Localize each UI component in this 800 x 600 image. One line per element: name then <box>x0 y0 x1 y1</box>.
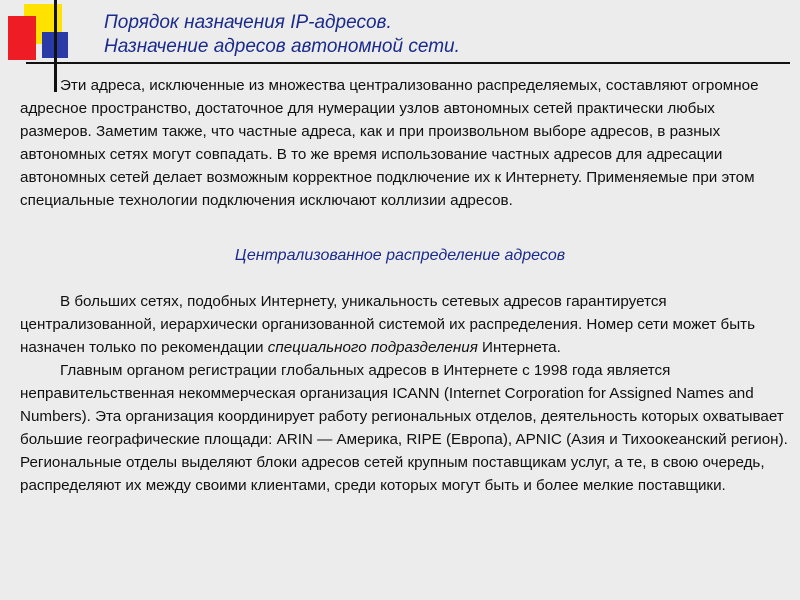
paragraph-central-after: Интернета. <box>477 339 561 356</box>
paragraph-intro: Эти адреса, исключенные из множества централизованно распределяемых, составляют огромное адресное пространство, достаточное для нумерации узлов автономных сетей практически любых размеров. Заметим также, что частные адреса, как и при произвольном выборе адресов, в разных автономных сетях могут совпадать. В то же время использование частных адресов для адресации автономных сетей делает возможным корректное подключение их к Интернету. Применяемые при этом специальные технологии подключения исключают коллизии адресов. <box>20 77 759 209</box>
paragraph-central-distribution <box>20 290 790 359</box>
slide-title-line-2: Назначение адресов автономной сети. <box>104 36 460 57</box>
paragraph-icann: Главным органом регистрации глобальных адресов в Интернете с 1998 года является неправительственная некоммерческая организация ICANN (Internet Corporation for Assigned Names and Numbers). Эта организация координирует работу региональных отделов, деятельность которых охватывает большие географические площади: ARIN — Америка, RIPE (Европа), APNIC (Азия и Тихоокеанский регион). Региональные отделы выделяют блоки адресов сетей крупным поставщикам услуг, а те, в свою очередь, распределяют их между своими клиентами, среди которых могут быть и более мелкие поставщики. <box>20 362 788 494</box>
paragraph-central-before: В больших сетях, подобных Интернету, уникальность сетевых адресов гарантируется централизованной, иерархически организованной системой их распределения. Номер сети может быть назначен только по рекомендации <box>20 293 756 356</box>
decorative-horizontal-line <box>26 62 790 64</box>
paragraph-central-emphasis: специального подразделения <box>267 339 478 356</box>
section-heading: Централизованное распределение адресов <box>234 247 566 264</box>
slide-title-line-1: Порядок назначения IP-адресов. <box>104 12 392 33</box>
decorative-red-square <box>8 16 36 60</box>
slide-title <box>104 11 460 59</box>
section-body <box>20 290 790 497</box>
